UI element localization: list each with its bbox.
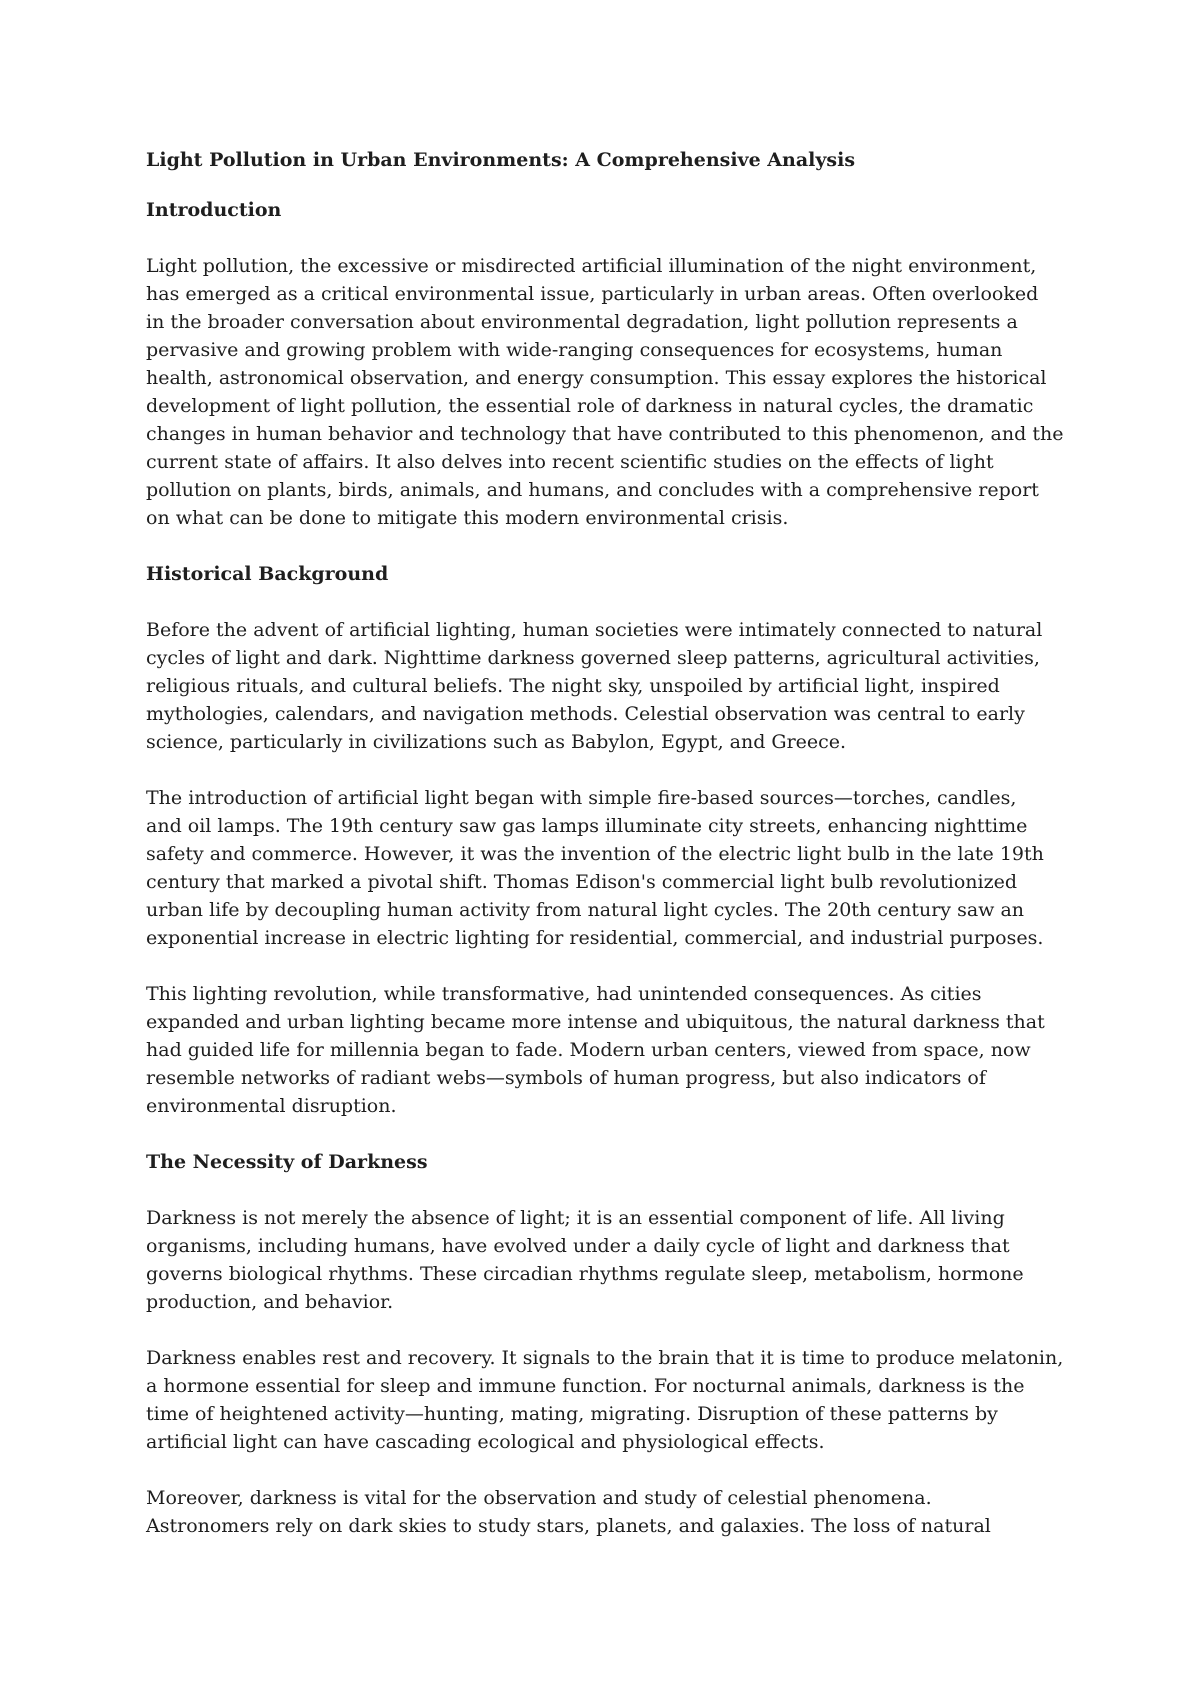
text-line: Before the advent of artificial lighting, human societies were intimately connected to natural (146, 619, 1043, 641)
text-line: organisms, including humans, have evolved under a daily cycle of light and darkness that (146, 1235, 1010, 1257)
text-line: changes in human behavior and technology that have contributed to this phenomenon, and the (146, 423, 1064, 445)
text-line: time of heightened activity—hunting, mating, migrating. Disruption of these patterns by (146, 1403, 998, 1425)
text-line: current state of affairs. It also delves into recent scientific studies on the effects of light (146, 451, 994, 473)
text-line: Darkness is not merely the absence of light; it is an essential component of life. All living (146, 1207, 1005, 1229)
text-line: Darkness enables rest and recovery. It signals to the brain that it is time to produce melatonin, (146, 1347, 1064, 1369)
paragraph (146, 1204, 1076, 1316)
text-line: science, particularly in civilizations such as Babylon, Egypt, and Greece. (146, 731, 847, 753)
paragraph (146, 252, 1076, 532)
section (146, 560, 1076, 1120)
section-heading: Introduction (146, 199, 282, 221)
section-heading: The Necessity of Darkness (146, 1151, 428, 1173)
paragraph (146, 980, 1076, 1120)
text-line: production, and behavior. (146, 1291, 394, 1313)
text-line: Light pollution, the excessive or misdirected artificial illumination of the night environment, (146, 255, 1037, 277)
paragraph (146, 1344, 1076, 1456)
text-line: This lighting revolution, while transformative, had unintended consequences. As cities (146, 983, 982, 1005)
text-line: on what can be done to mitigate this modern environmental crisis. (146, 507, 789, 529)
text-line: in the broader conversation about environmental degradation, light pollution represents a (146, 311, 1018, 333)
text-line: urban life by decoupling human activity from natural light cycles. The 20th century saw an (146, 899, 1025, 921)
text-line: The introduction of artificial light began with simple fire-based sources—torches, candles, (146, 787, 1017, 809)
text-line: had guided life for millennia began to fade. Modern urban centers, viewed from space, now (146, 1039, 1031, 1061)
text-line: artificial light can have cascading ecological and physiological effects. (146, 1431, 825, 1453)
text-line: Astronomers rely on dark skies to study stars, planets, and galaxies. The loss of natural (146, 1515, 991, 1537)
text-line: a hormone essential for sleep and immune function. For nocturnal animals, darkness is the (146, 1375, 1025, 1397)
text-line: health, astronomical observation, and energy consumption. This essay explores the historical (146, 367, 1047, 389)
text-line: expanded and urban lighting became more intense and ubiquitous, the natural darkness that (146, 1011, 1045, 1033)
text-line: century that marked a pivotal shift. Thomas Edison's commercial light bulb revolutionized (146, 871, 1018, 893)
text-line: Moreover, darkness is vital for the observation and study of celestial phenomena. (146, 1487, 932, 1509)
text-line: pollution on plants, birds, animals, and humans, and concludes with a comprehensive report (146, 479, 1039, 501)
paragraph (146, 784, 1076, 952)
text-line: has emerged as a critical environmental issue, particularly in urban areas. Often overlooked (146, 283, 1039, 305)
section (146, 196, 1076, 532)
text-line: development of light pollution, the essential role of darkness in natural cycles, the dramatic (146, 395, 1034, 417)
section (146, 1148, 1076, 1540)
document-title: Light Pollution in Urban Environments: A Comprehensive Analysis (146, 149, 856, 171)
text-line: environmental disruption. (146, 1095, 397, 1117)
document-body (146, 196, 1076, 1540)
text-line: pervasive and growing problem with wide-ranging consequences for ecosystems, human (146, 339, 1003, 361)
text-line: governs biological rhythms. These circadian rhythms regulate sleep, metabolism, hormone (146, 1263, 1024, 1285)
text-line: and oil lamps. The 19th century saw gas lamps illuminate city streets, enhancing nighttime (146, 815, 1028, 837)
section-heading: Historical Background (146, 563, 389, 585)
text-line: exponential increase in electric lighting for residential, commercial, and industrial purposes. (146, 927, 1044, 949)
text-line: cycles of light and dark. Nighttime darkness governed sleep patterns, agricultural activities, (146, 647, 1040, 669)
text-line: mythologies, calendars, and navigation methods. Celestial observation was central to early (146, 703, 1025, 725)
text-line: religious rituals, and cultural beliefs. The night sky, unspoiled by artificial light, inspired (146, 675, 1000, 697)
paragraph (146, 1484, 1076, 1540)
text-line: safety and commerce. However, it was the invention of the electric light bulb in the late 19th (146, 843, 1044, 865)
text-line: resemble networks of radiant webs—symbols of human progress, but also indicators of (146, 1067, 986, 1089)
document-page (146, 146, 1076, 1568)
paragraph (146, 616, 1076, 756)
